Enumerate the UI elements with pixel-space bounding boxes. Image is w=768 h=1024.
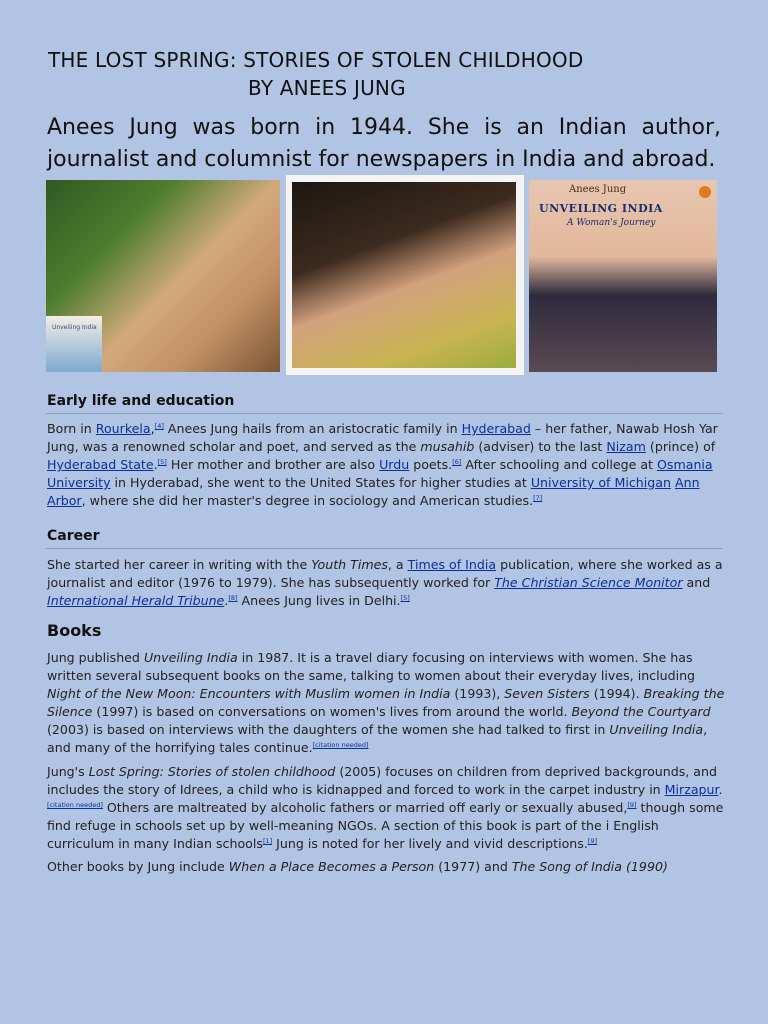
link-hyderabad[interactable]: Hyderabad (461, 421, 531, 436)
link-osmania-university[interactable]: Osmania University (47, 457, 713, 490)
link-hyderabad-state[interactable]: Hyderabad State (47, 457, 154, 472)
author-photo-1 (46, 180, 280, 372)
link-nizam[interactable]: Nizam (606, 439, 646, 454)
career-paragraph: She started her career in writing with the Youth Times, a Times of India publication, where she worked as a journalist and editor (1976 to 1979). She has subsequently worked for The Christian Science Monitor and International Herald Tribune.[8] Anees Jung lives in Delhi.[5] (47, 557, 723, 608)
link-times-of-india[interactable]: Times of India (407, 557, 497, 572)
inset-book-image: Unveiling India (46, 316, 102, 372)
citation-9b[interactable]: [9] (587, 837, 598, 845)
divider (46, 548, 723, 549)
citation-4[interactable]: [4] (154, 422, 164, 430)
books-paragraph-3: Other books by Jung include When a Place Becomes a Person (1977) and The Song of India (1990) (47, 859, 668, 874)
citation-needed-2[interactable]: [citation needed] (47, 801, 103, 809)
heading-early-life: Early life and education (47, 393, 235, 409)
early-life-paragraph: Born in Rourkela,[4] Anees Jung hails from an aristocratic family in Hyderabad – her father, Nawab Hosh Yar Jung, was a renowned scholar and poet, and served as the musahib (adviser) to the last Nizam (prince) of Hyderabad State.[5] Her mother and brother are also Urdu poets.[6] After schooling and college at Osmania University in Hyderabad, she went to the United States for higher studies at University of Michigan Ann Arbor, where she did her master's degree in sociology and American studies.[7] (47, 421, 718, 508)
link-christian-science-monitor[interactable]: The Christian Science Monitor (494, 575, 683, 590)
cover-subtitle: A Woman's Journey (567, 218, 656, 228)
citation-needed-1[interactable]: [citation needed] (312, 741, 369, 749)
cover-title: UNVEILING INDIA (539, 202, 663, 215)
book-cover-image (529, 180, 717, 372)
title-line-1: THE LOST SPRING: STORIES OF STOLEN CHILDHOOD (48, 48, 584, 72)
link-mirzapur[interactable]: Mirzapur (664, 782, 719, 797)
citation-6[interactable]: [6] (452, 458, 462, 466)
citation-5[interactable]: [5] (157, 458, 167, 466)
link-ann-arbor[interactable]: Ann Arbor (47, 475, 700, 508)
citation-5b[interactable]: [5] (400, 594, 410, 602)
heading-career: Career (47, 528, 100, 544)
author-photo-2 (286, 175, 524, 375)
link-international-herald-tribune[interactable]: International Herald Tribune (47, 593, 225, 608)
heading-books: Books (47, 621, 102, 640)
title-line-2: BY ANEES JUNG (248, 76, 406, 100)
books-paragraph-1: Jung published Unveiling India in 1987. It is a travel diary focusing on interviews with women. She has written several subsequent books on the same, talking to women about their everyday lives, including Night of the New Moon: Encounters with Muslim women in India (1993), Seven Sisters (1994). Breaking the Silence (1997) is based on conversations on women's lives from around the world. Beyond the Courtyard (2003) is based on interviews with the daughters of the women she had talked to first in Unveiling India, and many of the horrifying tales continue.[citation needed] (47, 650, 725, 755)
link-rourkela[interactable]: Rourkela (95, 421, 151, 436)
citation-1[interactable]: [1] (262, 837, 273, 845)
citation-7[interactable]: [7] (533, 494, 543, 502)
page-title (48, 46, 738, 102)
citation-9[interactable]: [9] (627, 801, 637, 809)
intro-paragraph: Anees Jung was born in 1944. She is an Indian author, journalist and columnist for newspapers in India and abroad. (47, 115, 721, 172)
link-urdu[interactable]: Urdu (379, 457, 410, 472)
cover-author: Anees Jung (569, 184, 627, 195)
citation-8[interactable]: [8] (228, 594, 238, 602)
books-paragraph-2: Jung's Lost Spring: Stories of stolen childhood (2005) focuses on children from deprived backgrounds, and includes the story of Idrees, a child who is kidnapped and forced to work in the carpet industry in Mirzapur.[citation needed] Others are maltreated by alcoholic fathers or married off early or sexually abused,[9] though some find refuge in schools set up by well-meaning NGOs. A section of this book is part of the i English curriculum in many Indian schools[1] Jung is noted for her lively and vivid descriptions.[9] (47, 764, 724, 851)
publisher-logo-icon (699, 186, 711, 198)
divider (46, 413, 723, 414)
link-university-of-michigan[interactable]: University of Michigan (530, 475, 671, 490)
